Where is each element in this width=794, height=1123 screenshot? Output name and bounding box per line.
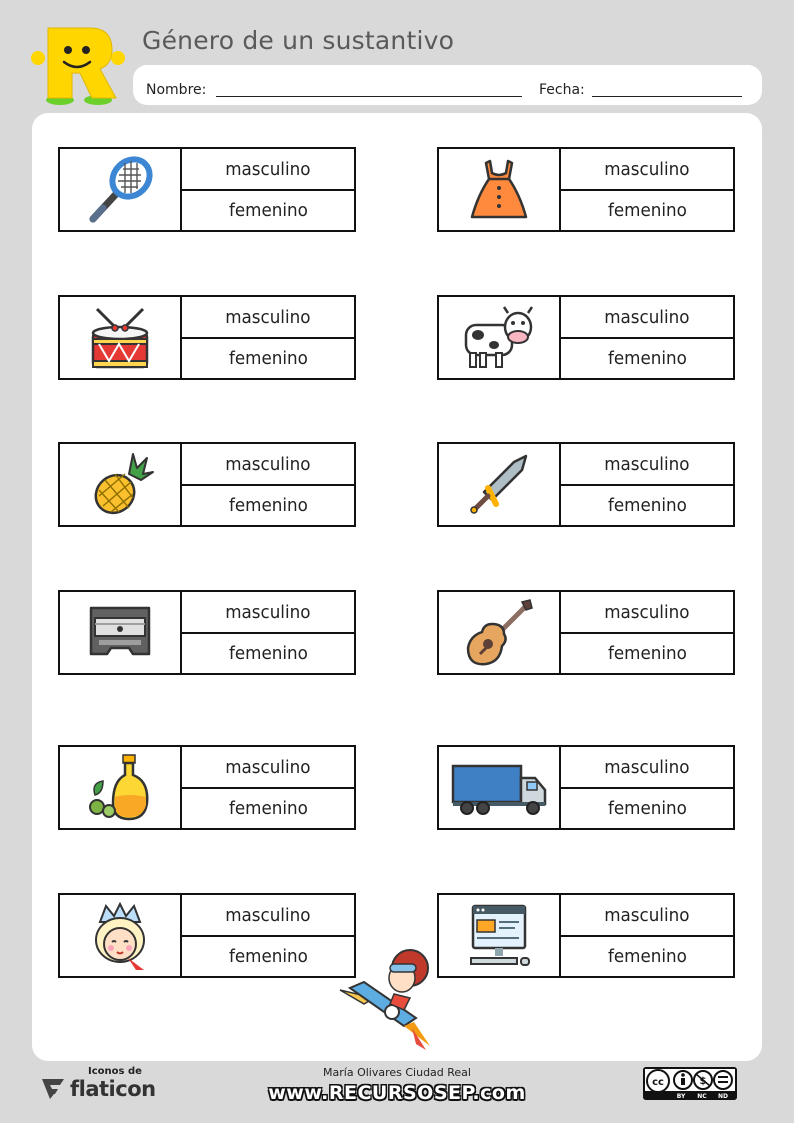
option-feminine[interactable]: femenino <box>607 200 687 221</box>
option-feminine[interactable]: femenino <box>607 348 687 369</box>
flaticon-brand: flaticon <box>70 1077 156 1101</box>
option-masculine[interactable]: masculino <box>561 444 733 486</box>
author-credit: María Olivares Ciudad Real <box>323 1066 471 1079</box>
option-feminine[interactable]: femenino <box>228 348 308 369</box>
item-card <box>437 442 735 527</box>
queen-icon <box>60 895 182 976</box>
option-masculine[interactable]: masculino <box>182 444 354 486</box>
option-masculine[interactable]: masculino <box>561 297 733 339</box>
icons-credit-label: Iconos de <box>88 1066 142 1077</box>
item-card <box>58 295 356 380</box>
guitar-icon <box>439 592 561 673</box>
dress-icon <box>439 149 561 230</box>
creative-commons-license-icon <box>643 1067 737 1100</box>
svg-text:$: $ <box>699 1076 707 1087</box>
option-masculine[interactable]: masculino <box>561 895 733 937</box>
option-feminine[interactable]: femenino <box>228 798 308 819</box>
recursosep-logo <box>30 20 125 105</box>
name-label: Nombre: <box>146 82 207 98</box>
item-card <box>437 893 735 978</box>
option-feminine[interactable]: femenino <box>228 200 308 221</box>
option-feminine[interactable]: femenino <box>228 643 308 664</box>
option-masculine[interactable]: masculino <box>182 297 354 339</box>
page-title: Género de un sustantivo <box>142 26 455 55</box>
drum-icon <box>60 297 182 378</box>
option-masculine[interactable]: masculino <box>182 895 354 937</box>
rocket-girl-illustration <box>330 948 440 1058</box>
item-card <box>437 147 735 232</box>
option-masculine[interactable]: masculino <box>561 747 733 789</box>
option-feminine[interactable]: femenino <box>228 495 308 516</box>
item-card <box>58 147 356 232</box>
option-masculine[interactable]: masculino <box>561 592 733 634</box>
name-field[interactable] <box>216 96 522 97</box>
option-feminine[interactable]: femenino <box>607 798 687 819</box>
item-card <box>58 442 356 527</box>
svg-text:BY: BY <box>676 1093 686 1100</box>
item-card <box>58 745 356 830</box>
option-masculine[interactable]: masculino <box>182 592 354 634</box>
pencil-sharpener-icon <box>60 592 182 673</box>
truck-icon <box>439 747 561 828</box>
svg-text:NC: NC <box>697 1093 707 1100</box>
item-card <box>58 893 356 978</box>
option-feminine[interactable]: femenino <box>607 946 687 967</box>
olive-oil-icon <box>60 747 182 828</box>
cow-icon <box>439 297 561 378</box>
website-link[interactable]: www.RECURSOSEP.com <box>268 1082 526 1104</box>
tennis-racket-icon <box>60 149 182 230</box>
svg-text:cc: cc <box>652 1077 664 1088</box>
option-feminine[interactable]: femenino <box>607 643 687 664</box>
pineapple-icon <box>60 444 182 525</box>
computer-icon <box>439 895 561 976</box>
option-feminine[interactable]: femenino <box>228 946 308 967</box>
option-feminine[interactable]: femenino <box>607 495 687 516</box>
sword-icon <box>439 444 561 525</box>
item-card <box>437 590 735 675</box>
option-masculine[interactable]: masculino <box>561 149 733 191</box>
option-masculine[interactable]: masculino <box>182 747 354 789</box>
date-label: Fecha: <box>539 82 585 98</box>
name-date-bar <box>133 65 762 105</box>
item-card <box>437 745 735 830</box>
item-card <box>437 295 735 380</box>
item-card <box>58 590 356 675</box>
svg-text:ND: ND <box>717 1093 729 1100</box>
date-field[interactable] <box>592 96 742 97</box>
option-masculine[interactable]: masculino <box>182 149 354 191</box>
